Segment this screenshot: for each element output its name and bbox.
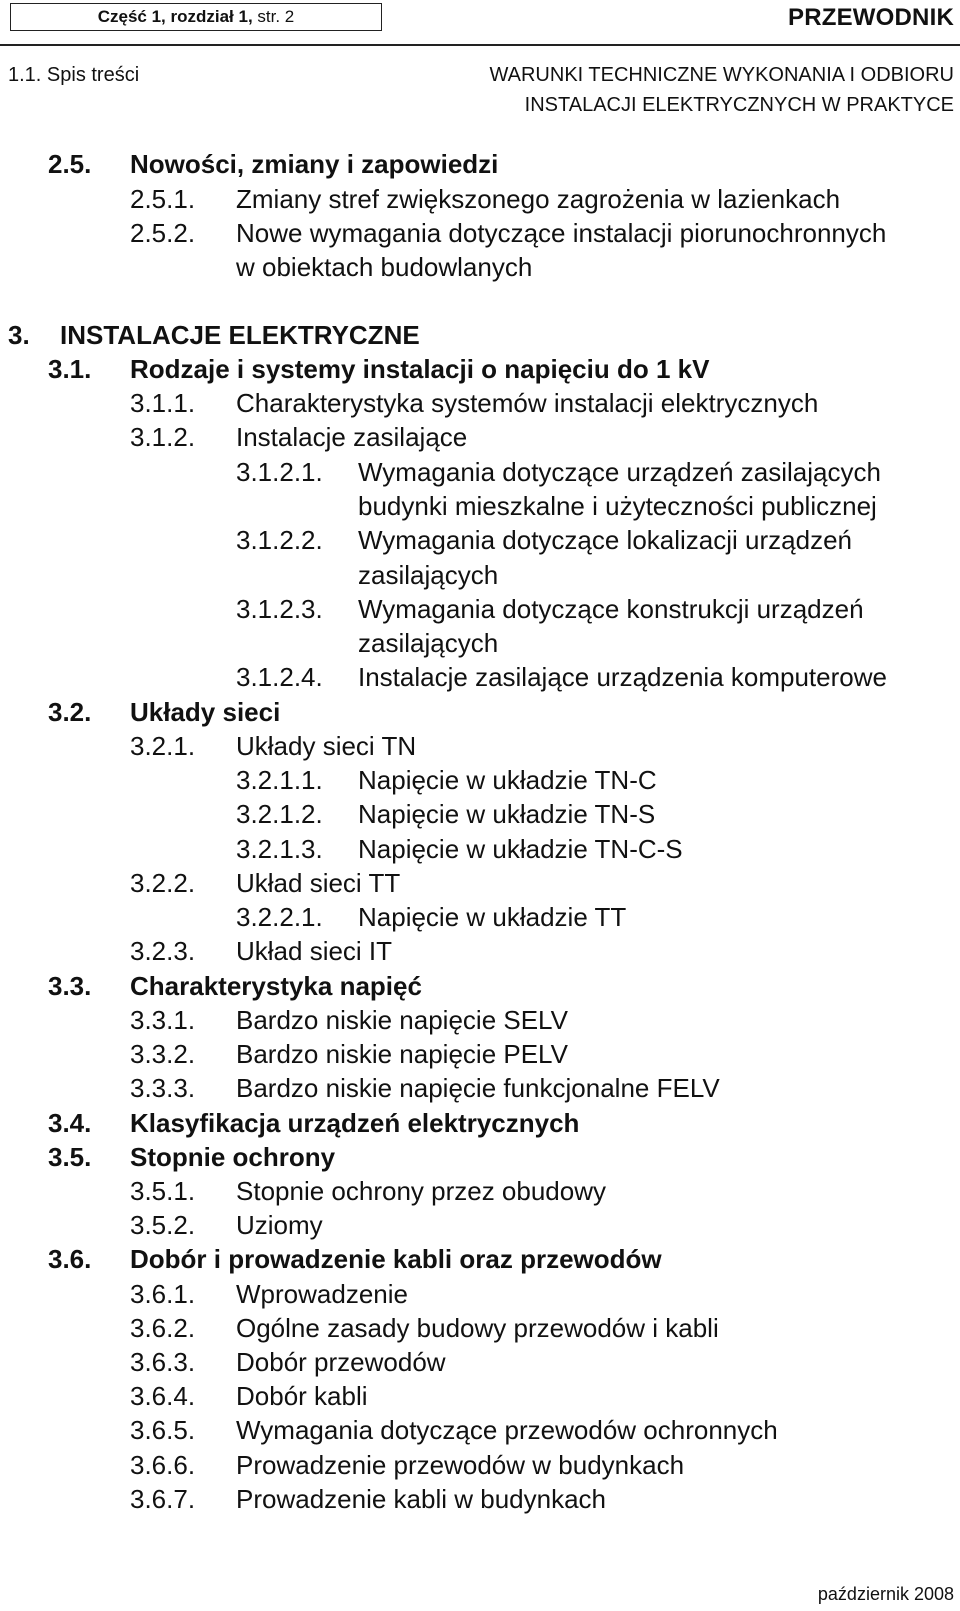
part-label: Część 1, rozdział 1, (97, 7, 253, 26)
toc-entry-title: Dobór i prowadzenie kabli oraz przewodów (130, 1244, 662, 1274)
toc-entry-title: Wprowadzenie (236, 1279, 408, 1309)
toc-entry-title: Układy sieci (130, 697, 281, 727)
toc-number: 3.6.5. (130, 1415, 196, 1445)
toc-entry-title: Prowadzenie kabli w budynkach (236, 1484, 606, 1514)
toc-number: 2.5.1. (130, 184, 196, 214)
toc-number: 3.2.1.3. (236, 834, 323, 864)
toc-number: 3.1.2.3. (236, 594, 323, 624)
page-label: str. 2 (252, 7, 295, 26)
toc-number: 3.5.2. (130, 1210, 196, 1240)
toc-number: 3.3. (48, 971, 92, 1001)
toc-number: 3.3.3. (130, 1073, 196, 1103)
toc-entry-title: Charakterystyka systemów instalacji elektrycznych (236, 388, 819, 418)
book-title-line-2: INSTALACJI ELEKTRYCZNYCH W PRAKTYCE (524, 94, 954, 116)
toc-entry-title: Wymagania dotyczące urządzeń zasilających (358, 457, 881, 487)
toc-number: 3.2. (48, 697, 92, 727)
toc-entry-title: Napięcie w układzie TT (358, 902, 627, 932)
toc-entry-title: zasilających (358, 560, 499, 590)
toc-number: 3.2.1. (130, 731, 196, 761)
toc-number: 3.1. (48, 354, 92, 384)
toc-number: 3.6.4. (130, 1381, 196, 1411)
toc-number: 3.6.3. (130, 1347, 196, 1377)
toc-number: 3.3.2. (130, 1039, 196, 1069)
toc-entry-title: Instalacje zasilające urządzenia komputerowe (358, 662, 887, 692)
toc-number: 3.2.3. (130, 936, 196, 966)
toc-entry-title: Dobór kabli (236, 1381, 368, 1411)
book-title (490, 60, 954, 120)
part-page-box (10, 3, 382, 31)
toc-entry-title: w obiektach budowlanych (236, 252, 533, 282)
toc-entry-title: Stopnie ochrony (130, 1142, 336, 1172)
toc-number: 3.1.2.1. (236, 457, 323, 487)
toc-number: 3. (8, 320, 30, 350)
toc-number: 3.1.2.4. (236, 662, 323, 692)
toc-number: 3.6.2. (130, 1313, 196, 1343)
toc-entry-title: Zmiany stref zwiększonego zagrożenia w lazienkach (236, 184, 841, 214)
toc-entry-title: Prowadzenie przewodów w budynkach (236, 1450, 685, 1480)
toc-number: 3.6.7. (130, 1484, 196, 1514)
toc-entry-title: Charakterystyka napięć (130, 971, 422, 1001)
section-label: 1.1. Spis treści (8, 64, 140, 86)
toc-number: 2.5.2. (130, 218, 196, 248)
toc-number: 3.2.2. (130, 868, 196, 898)
toc-entry-title: Ogólne zasady budowy przewodów i kabli (236, 1313, 719, 1343)
toc-entry-title: Układy sieci TN (236, 731, 417, 761)
toc-entry-title: Dobór przewodów (236, 1347, 446, 1377)
toc-entry-title: Napięcie w układzie TN-S (358, 799, 656, 829)
toc-number: 3.4. (48, 1108, 92, 1138)
toc-entry-title: Bardzo niskie napięcie SELV (236, 1005, 568, 1035)
toc-number: 3.2.1.2. (236, 799, 323, 829)
toc-number: 3.6.1. (130, 1279, 196, 1309)
toc-entry-title: Klasyfikacja urządzeń elektrycznych (130, 1108, 580, 1138)
toc-number: 3.1.2. (130, 422, 196, 452)
toc-number: 3.1.2.2. (236, 525, 323, 555)
book-title-line-1: WARUNKI TECHNICZNE WYKONANIA I ODBIORU (489, 64, 954, 86)
toc-entry-title: Bardzo niskie napięcie funkcjonalne FELV (236, 1073, 720, 1103)
toc-number: 3.6. (48, 1244, 92, 1274)
toc-entry-title: Wymagania dotyczące konstrukcji urządzeń (358, 594, 864, 624)
toc-entry-title: Wymagania dotyczące lokalizacji urządzeń (358, 525, 852, 555)
toc-entry-title: Nowości, zmiany i zapowiedzi (130, 149, 499, 179)
toc-entry-title: Napięcie w układzie TN-C-S (358, 834, 683, 864)
toc-number: 2.5. (48, 149, 92, 179)
toc-entry-title: Uziomy (236, 1210, 323, 1240)
toc-entry-title: Napięcie w układzie TN-C (358, 765, 657, 795)
toc-number: 3.6.6. (130, 1450, 196, 1480)
toc-number: 3.2.2.1. (236, 902, 323, 932)
toc-number: 3.3.1. (130, 1005, 196, 1035)
toc-entry-title: Stopnie ochrony przez obudowy (236, 1176, 607, 1206)
toc-entry-title: Układ sieci TT (236, 868, 401, 898)
toc-number: 3.5.1. (130, 1176, 196, 1206)
toc-entry-title: Nowe wymagania dotyczące instalacji piorunochronnych (236, 218, 887, 248)
toc-entry-title: Bardzo niskie napięcie PELV (236, 1039, 568, 1069)
footer-date: październik 2008 (817, 1584, 954, 1604)
toc-entry-title: zasilających (358, 628, 499, 658)
brand-title: PRZEWODNIK (788, 4, 954, 31)
toc-number: 3.5. (48, 1142, 92, 1172)
toc-number: 3.2.1.1. (236, 765, 323, 795)
toc-number: 3.1.1. (130, 388, 196, 418)
toc-entry-title: INSTALACJE ELEKTRYCZNE (60, 320, 420, 350)
toc-entry-title: Układ sieci IT (236, 936, 393, 966)
toc-entry-title: budynki mieszkalne i użyteczności publicznej (358, 491, 877, 521)
toc-entry-title: Instalacje zasilające (236, 422, 468, 452)
toc-entry-title: Wymagania dotyczące przewodów ochronnych (236, 1415, 778, 1445)
header-rule (0, 44, 960, 46)
toc-entry-title: Rodzaje i systemy instalacji o napięciu do 1 kV (130, 354, 710, 384)
